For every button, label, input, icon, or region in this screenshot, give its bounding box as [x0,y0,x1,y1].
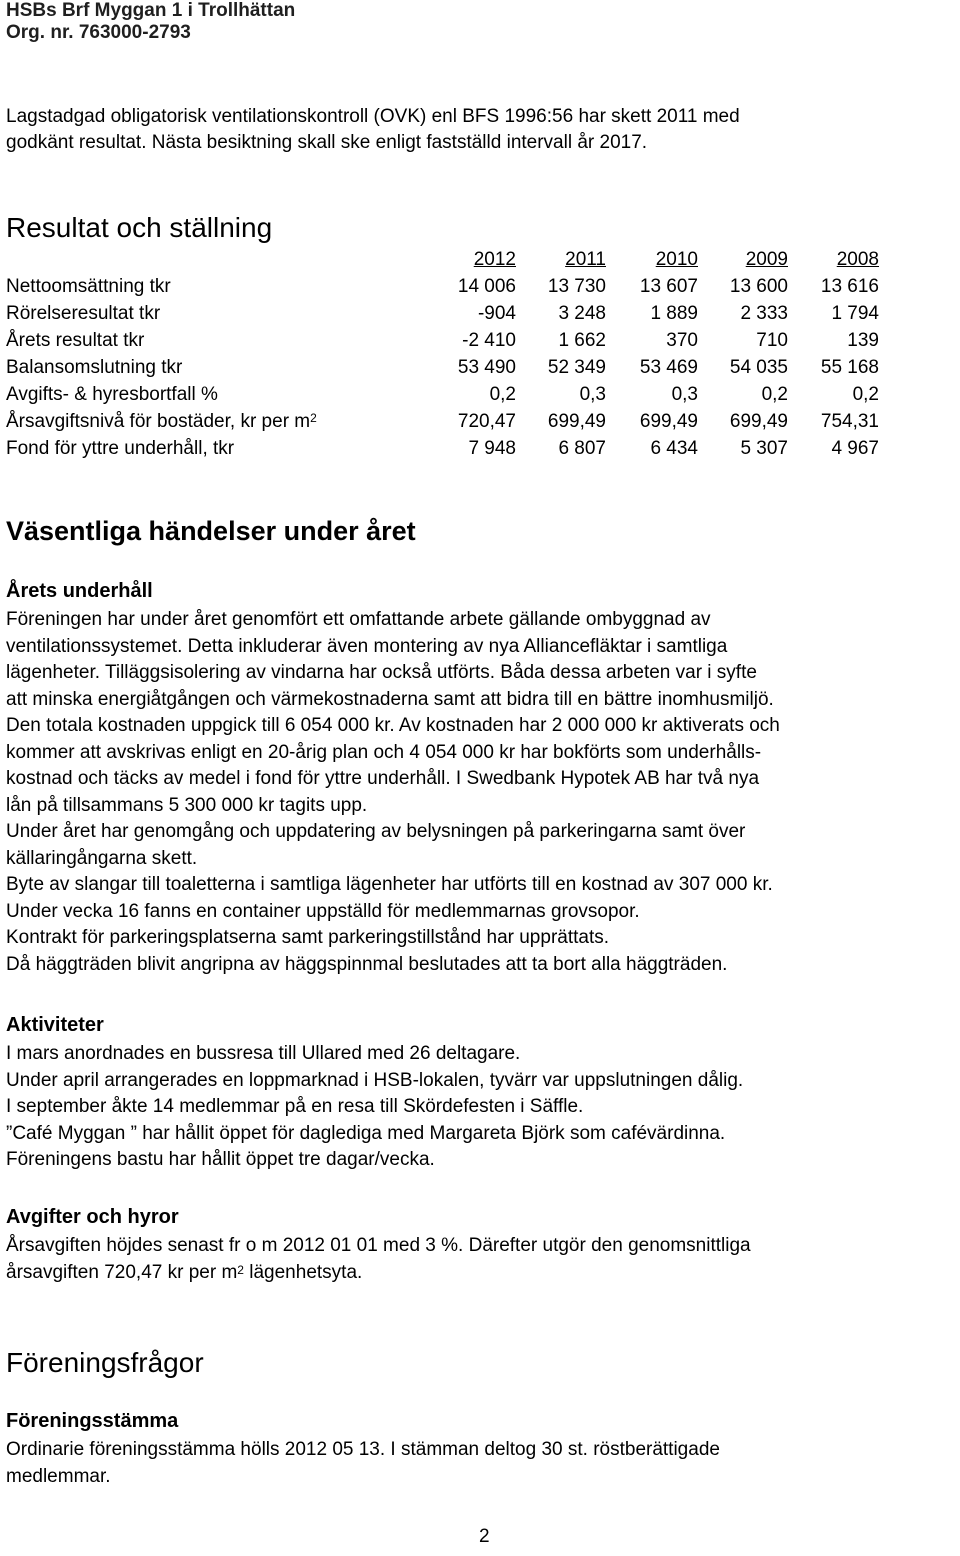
table-cell: 13 600 [729,276,788,297]
paragraph-line: Den totala kostnaden uppgick till 6 054 000 kr. Av kostnaden har 2 000 000 kr aktiverats och [6,715,780,736]
paragraph-line: Under april arrangerades en loppmarknad i HSB-lokalen, tyvärr var uppslutningen dålig. [6,1069,744,1091]
paragraph-line: Kontrakt för parkeringsplatserna samt parkeringstillstånd har upprättats. [6,927,610,948]
events-title: Väsentliga händelser under året [6,516,416,546]
table-cell: 2 333 [740,303,788,324]
table-cell: 720,47 [457,411,516,432]
fees-text-part: årsavgiften 720,47 kr per m [6,1261,238,1283]
table-cell: 53 490 [457,357,516,378]
table-header-row [6,246,879,273]
table-cell: 1 889 [650,303,698,324]
row-label: Årets resultat tkr [6,330,145,351]
year-header: 2010 [655,249,698,270]
table-cell: 4 967 [831,438,879,459]
table-cell: 699,49 [547,411,606,432]
row-label: Årsavgiftsnivå för bostäder, kr per m [6,411,311,432]
intro-line-1: Lagstadgad obligatorisk ventilationskontroll (OVK) enl BFS 1996:56 har skett 2011 med [6,106,740,127]
table-row [6,273,879,300]
paragraph-line: Under året har genomgång och uppdatering av belysningen på parkeringarna samt över [6,821,746,842]
maintenance-title: Årets underhåll [6,580,153,602]
row-label: Fond för yttre underhåll, tkr [6,438,235,459]
table-cell: 3 248 [558,303,606,324]
table-cell: 1 794 [831,303,879,324]
paragraph-line: Årsavgiften höjdes senast fr o m 2012 01 01 med 3 %. Därefter utgör den genomsnittliga [6,1235,751,1256]
paragraph-line: lägenheter. Tilläggsisolering av vindarna har också utförts. Båda dessa arbeten var i syfte [6,662,757,683]
table-cell: 13 616 [820,276,879,297]
table-cell: 0,2 [852,384,879,405]
page-number: 2 [479,1526,490,1547]
paragraph-line: Föreningen har under året genomfört ett omfattande arbete gällande ombyggnad av [6,609,711,630]
table-cell: 699,49 [639,411,698,432]
table-cell: 699,49 [729,411,788,432]
paragraph-line: Under vecka 16 fanns en container uppställd för medlemmarnas grovsopor. [6,900,640,922]
row-label: Nettoomsättning tkr [6,276,171,297]
meeting-title: Föreningsstämma [6,1410,179,1432]
table-cell: 55 168 [820,357,879,378]
table-cell: 5 307 [740,438,788,459]
row-label: Rörelseresultat tkr [6,303,161,324]
paragraph-line: att minska energiåtgången och värmekostnaderna samt att bidra till en bättre inomhusmiljö. [6,688,774,710]
superscript: 2 [237,1262,244,1277]
table-cell: 52 349 [547,357,606,378]
table-cell: 13 607 [639,276,698,297]
table-row [6,435,879,462]
year-header: 2009 [745,249,788,270]
table-row [6,327,879,354]
paragraph-line: ventilationssystemet. Detta inkluderar även montering av nya Alliancefläktar i samtliga [6,635,728,657]
table-cell: 6 807 [558,438,606,459]
meeting-text [6,1437,720,1490]
year-header: 2011 [565,249,606,270]
table-cell: 139 [847,330,879,351]
table-cell: 54 035 [729,357,788,378]
org-number: Org. nr. 763000-2793 [6,22,191,43]
maintenance-text [6,607,780,978]
paragraph-line: kommer att avskrivas enligt en 20-årig plan och 4 054 000 kr har bokförts som underhålls- [6,741,762,763]
table-cell: 0,2 [761,384,788,405]
table-cell: 0,2 [489,384,516,405]
paragraph-line: medlemmar. [6,1465,111,1487]
paragraph-line: Ordinarie föreningsstämma hölls 2012 05 13. I stämman deltog 30 st. röstberättigade [6,1439,720,1460]
paragraph-line-with-sup [6,1260,751,1287]
table-cell: 7 948 [468,438,516,459]
fees-title: Avgifter och hyror [6,1206,179,1228]
table-row [6,408,879,435]
org-name: HSBs Brf Myggan 1 i Trollhättan [6,0,296,21]
activities-text [6,1041,743,1174]
table-row [6,300,879,327]
table-cell: 6 434 [650,438,698,459]
table-row [6,354,879,381]
results-table [6,246,879,462]
table-cell: 0,3 [579,384,606,405]
row-label-with-sup [6,408,426,435]
table-cell: 13 730 [547,276,606,297]
paragraph-line: ”Café Myggan ” har hållit öppet för daglediga med Margareta Björk som cafévärdinna. [6,1122,726,1144]
paragraph-line: kostnad och täcks av medel i fond för yttre underhåll. I Swedbank Hypotek AB har två nya [6,768,760,789]
row-label: Avgifts- & hyresbortfall % [6,384,218,405]
fees-text [6,1233,751,1286]
paragraph-line: källaringångarna skett. [6,847,198,869]
table-row [6,381,879,408]
paragraph-line: I september åkte 14 medlemmar på en resa till Skördefesten i Säffle. [6,1096,584,1117]
fees-text-part: lägenhetsyta. [243,1261,363,1283]
table-cell: 370 [666,330,698,351]
table-cell: 710 [756,330,788,351]
table-cell: 0,3 [671,384,698,405]
table-cell: -2 410 [462,330,516,351]
paragraph-line: Föreningens bastu har hållit öppet tre dagar/vecka. [6,1149,435,1170]
year-header: 2008 [836,249,879,270]
paragraph-line: Då häggträden blivit angripna av häggspinnmal beslutades att ta bort alla häggträden. [6,953,728,975]
table-cell: 14 006 [457,276,516,297]
year-header: 2012 [473,249,516,270]
activities-title: Aktiviteter [6,1014,104,1036]
table-cell: 754,31 [820,411,879,432]
paragraph-line: lån på tillsammans 5 300 000 kr tagits upp. [6,794,368,816]
superscript: 2 [310,411,317,425]
association-title: Föreningsfrågor [6,1347,204,1378]
table-cell: 1 662 [558,330,606,351]
paragraph-line: Byte av slangar till toaletterna i samtliga lägenheter har utförts till en kostnad av 307 000 kr. [6,874,773,895]
paragraph-line: I mars anordnades en bussresa till Ullared med 26 deltagare. [6,1043,521,1064]
results-title: Resultat och ställning [6,212,273,243]
table-cell: -904 [477,303,516,324]
table-cell: 53 469 [639,357,698,378]
intro-line-2: godkänt resultat. Nästa besiktning skall ske enligt fastställd intervall år 2017. [6,132,648,153]
row-label: Balansomslutning tkr [6,357,183,378]
